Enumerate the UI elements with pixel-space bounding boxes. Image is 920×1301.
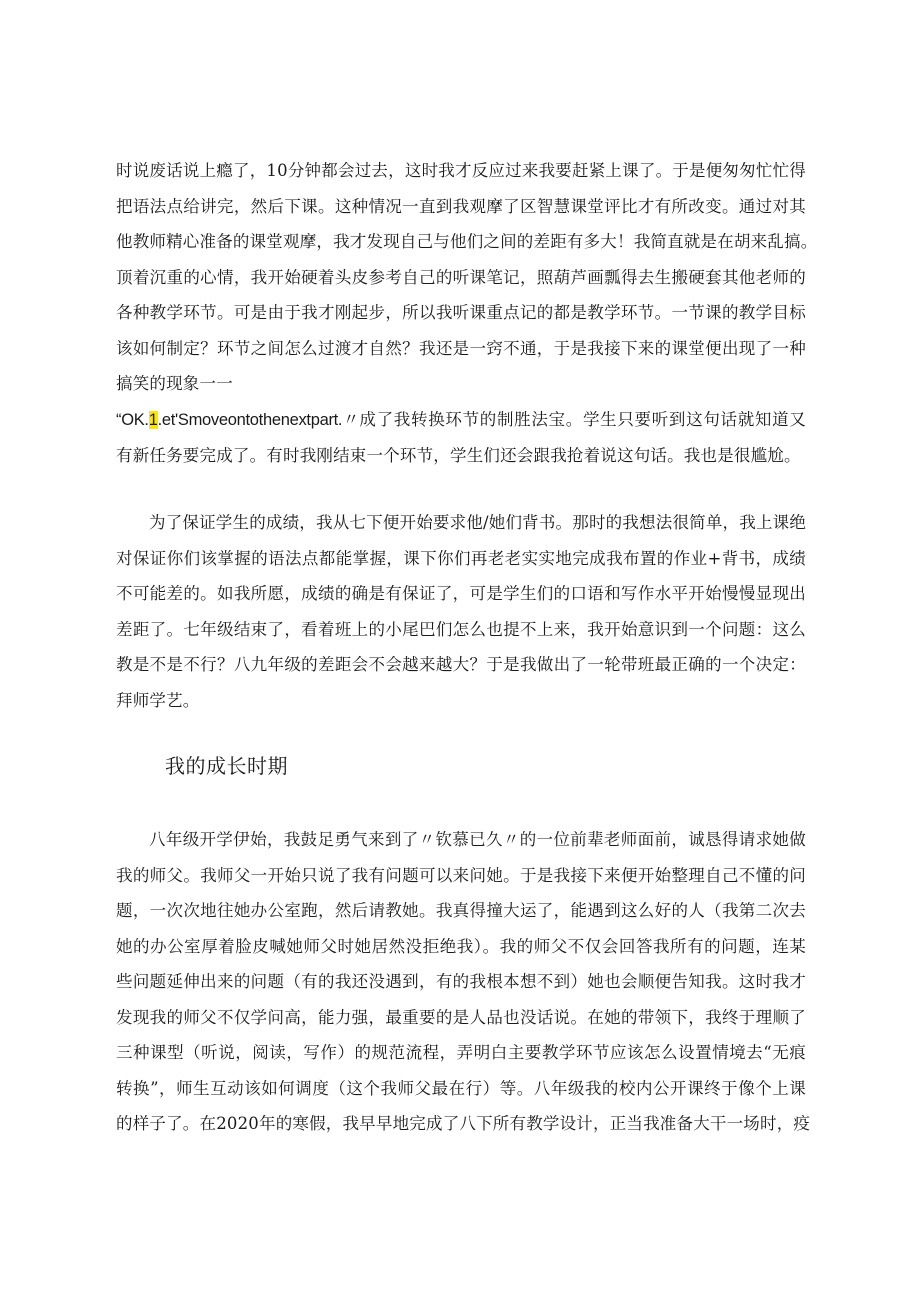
paragraph-2 — [116, 505, 806, 718]
highlighted-text: 1 — [148, 410, 158, 429]
paragraph-line: 他教师精心准备的课堂观摩，我才发现自己与他们之间的差距有多大！我简直就是在胡来乱搞。 — [116, 232, 818, 251]
section-heading: 我的成长时期 — [165, 754, 288, 778]
paragraph-1 — [116, 153, 818, 474]
paragraph-line: 的样子了。在2020年的寒假，我早早地完成了八下所有教学设计，正当我准备大干一场时，疫 — [116, 1114, 811, 1133]
quote-line-rest: 成了我转换环节的制胜法宝。学生只要听到这句话就知道又 — [359, 409, 806, 429]
paragraph-line: 有新任务要完成了。有时我刚结束一个环节，学生们还会跟我抢着说这句话。我也是很尴尬。 — [116, 446, 801, 465]
paragraph-line: 教是不是不行？八九年级的差距会不会越来越大？于是我做出了一轮带班最正确的一个决定： — [116, 655, 806, 674]
paragraph-line: 为了保证学生的成绩，我从七下便开始要求他/她们背书。那时的我想法很简单，我上课绝 — [149, 513, 807, 532]
paragraph-line: 顶着沉重的心情，我开始硬着头皮参考自己的听课笔记，照葫芦画瓢得去生搬硬套其他老师的 — [116, 267, 806, 287]
paragraph-line: 三种课型（听说，阅读，写作）的规范流程，弄明白主要教学环节应该怎么设置情境去“无痕 — [116, 1043, 806, 1062]
quote-line — [116, 402, 806, 439]
paragraph-3 — [116, 822, 811, 1142]
paragraph-line: 她的办公室厚着脸皮喊她师父时她居然没拒绝我）。我的师父不仅会回答我所有的问题，连某 — [116, 936, 806, 956]
paragraph-line: 发现我的师父不仅学问高，能力强，最重要的是人品也没话说。在她的带领下，我终于理顺了 — [116, 1007, 806, 1027]
paragraph-line: 些问题延伸出来的问题（有的我还没遇到，有的我根本想不到）她也会顺便告知我。这时我才 — [116, 972, 806, 991]
paragraph-line: 对保证你们该掌握的语法点都能掌握，课下你们再老老实实地完成我布置的作业+背书，成绩 — [116, 548, 806, 568]
paragraph-line: 拜师学艺。 — [116, 690, 200, 710]
paragraph-line: 八年级开学伊始，我鼓足勇气来到了〃钦慕已久〃的一位前辈老师面前，诚恳得请求她做 — [149, 830, 806, 849]
quote-prefix: “OK. — [116, 410, 149, 429]
paragraph-line: 搞笑的现象一一 — [116, 374, 233, 393]
paragraph-line: 差距了。七年级结束了，看着班上的小尾巴们怎么也提不上来，我开始意识到一个问题：这么 — [116, 619, 806, 639]
paragraph-line: 我的师父。我师父一开始只说了我有问题可以来问她。于是我接下来便开始整理自己不懂的问 — [116, 865, 806, 885]
paragraph-line: 把语法点给讲完，然后下课。这种情况一直到我观摩了区智慧课堂评比才有所改变。通过对其 — [116, 196, 806, 216]
quote-suffix: .et'Smoveontothenextpart.〃 — [157, 410, 360, 429]
paragraph-line: 该如何制定？环节之间怎么过渡才自然？我还是一窍不通，于是我接下来的课堂便出现了一种 — [116, 338, 806, 358]
paragraph-line: 各种教学环节。可是由于我才刚起步，所以我听课重点记的都是教学环节。一节课的教学目标 — [116, 303, 806, 322]
paragraph-line: 不可能差的。如我所愿，成绩的确是有保证了，可是学生们的口语和写作水平开始慢慢显现出 — [116, 584, 806, 603]
paragraph-line: 时说废话说上瘾了，10分钟都会过去，这时我才反应过来我要赶紧上课了。于是便匆匆忙忙得 — [116, 161, 806, 180]
paragraph-line: 转换”，师生互动该如何调度（这个我师父最在行）等。八年级我的校内公开课终于像个上课 — [116, 1078, 806, 1098]
paragraph-line: 题，一次次地往她办公室跑，然后请教她。我真得撞大运了，能遇到这么好的人（我第二次去 — [116, 901, 806, 920]
